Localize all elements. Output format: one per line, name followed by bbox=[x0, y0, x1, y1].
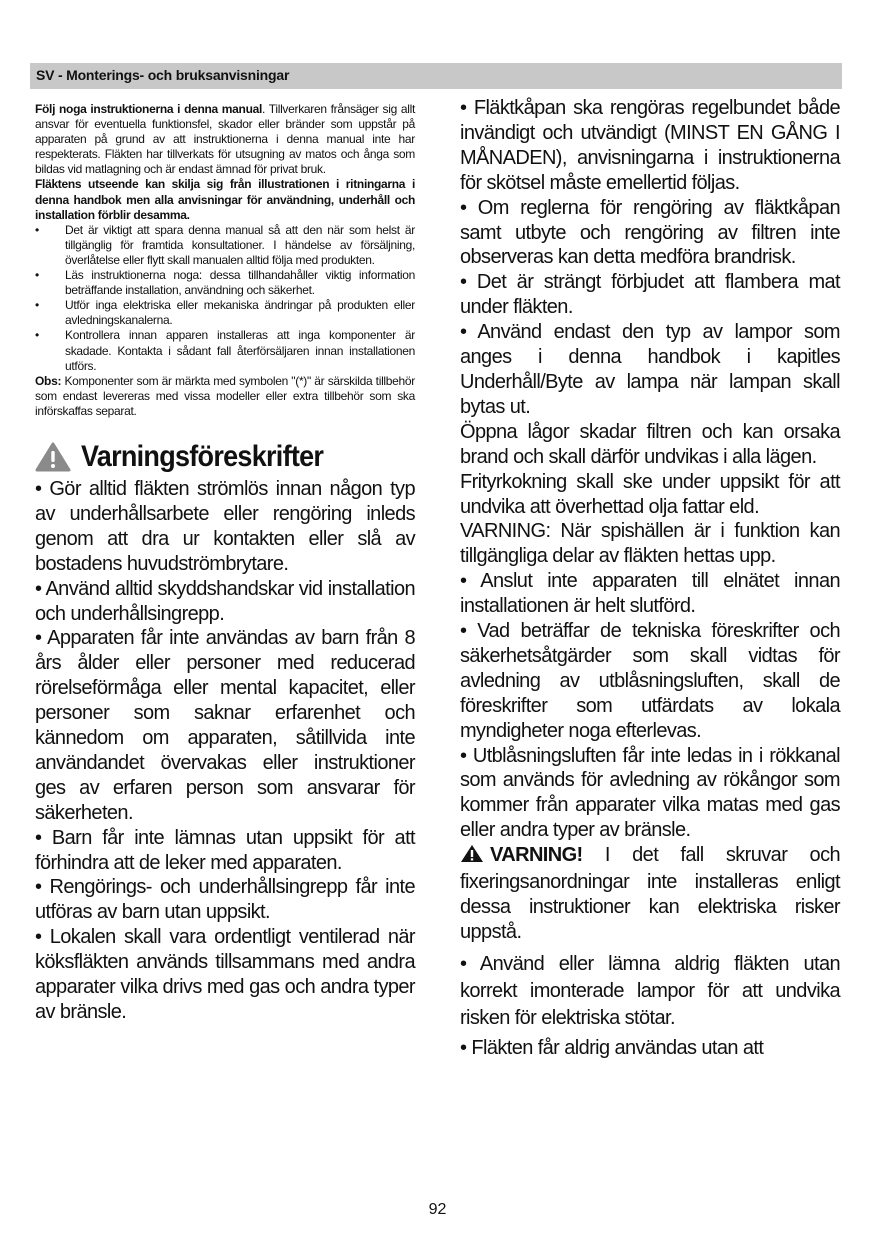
warning-paragraph: • Utblåsningsluften får inte ledas in i rökkanal som används för avledning av rökångor som kommer från apparater vilka matas med gas eller andra typer av bränsle. bbox=[460, 744, 840, 842]
warning-paragraph: • Använd eller lämna aldrig fläkten utan korrekt imonterade lampor för att undvika risken för elektriska stötar. bbox=[460, 952, 840, 1029]
warning-paragraph: • Anslut inte apparaten till elnätet innan installationen är helt slutförd. bbox=[460, 570, 840, 618]
warning-paragraph: • Om reglerna för rengöring av fläktkåpan samt utbyte och rengöring av filtren inte observeras kan detta medföra brandrisk. bbox=[460, 196, 840, 269]
bullet-icon: • bbox=[35, 298, 39, 313]
left-column bbox=[35, 102, 415, 1025]
list-item: • Läs instruktionerna noga: dessa tillhandahåller viktig information beträffande installation, användning och säkerhet. bbox=[35, 268, 415, 298]
warning-paragraph: • Använd endast den typ av lampor som anges i denna handbok i kapitles Underhåll/Byte av lampa när lampan skall bytas ut. bbox=[460, 321, 840, 418]
page-number: 92 bbox=[428, 1201, 447, 1218]
warning-paragraph: Frityrkokning skall ske under uppsikt för att undvika att överhettad olja fattar eld. bbox=[460, 470, 840, 518]
warning-paragraph: • Gör alltid fläkten strömlös innan någon typ av underhållsarbete eller rengöring inleds genom att dra ur kontakten eller slå av bostadens huvudströmbrytare. bbox=[35, 477, 415, 575]
intro-bold-paragraph: Fläktens utseende kan skilja sig från illustrationen i ritningarna i denna handbok men alla anvisningar för användning, underhåll och installation förblir desamma. bbox=[35, 177, 415, 222]
warnings-title: Varningsföreskrifter bbox=[81, 439, 324, 473]
warning-paragraph: • Fläkten får aldrig användas utan att bbox=[460, 1036, 764, 1059]
bullet-icon: • bbox=[35, 222, 39, 237]
intro-text: . Tillverkaren frånsäger sig allt ansvar för eventuella funktionsfel, skador eller bränder som uppstår på apparaten på grund av att instruktionerna i denna manual inte har respekterats. Fläkten har tillverkats för utsugning av matos och ånga som bildas vid matlagning och är endast ämnad för privat bruk. bbox=[35, 102, 415, 177]
warnings-right-text bbox=[460, 96, 840, 1061]
varning-paragraph: VARNING! I det fall skruvar och fixeringsanordningar inte installeras enligt dessa instruktioner kan elektriska risker uppstå. bbox=[460, 844, 840, 943]
warning-paragraph: • Rengörings- och underhållsingrepp får inte utföras av barn utan uppsikt. bbox=[35, 876, 415, 924]
bullet-icon: • bbox=[35, 268, 39, 283]
warning-paragraph: Öppna lågor skadar filtren och kan orsaka brand och skall därför undvikas i alla lägen. bbox=[460, 420, 840, 468]
intro-bullet-list bbox=[35, 223, 415, 374]
right-column bbox=[460, 96, 840, 1061]
list-item: • Utför inga elektriska eller mekaniska ändringar på produkten eller avledningskanalerna. bbox=[35, 298, 415, 328]
warning-paragraph: • Fläktkåpan ska rengöras regelbundet både invändigt och utvändigt (MINST EN GÅNG I MÅNADEN), anvisningarna i instruktionerna för skötsel måste emellertid följas. bbox=[460, 97, 840, 194]
section-title: SV - Monterings- och bruksanvisningar bbox=[36, 67, 290, 83]
intro-section bbox=[35, 102, 415, 419]
alert-triangle-icon bbox=[460, 844, 484, 870]
warning-icon bbox=[35, 442, 71, 472]
bullet-icon: • bbox=[35, 328, 39, 343]
obs-label: Obs: bbox=[35, 373, 62, 388]
warnings-heading bbox=[35, 437, 415, 477]
warning-paragraph: • Barn får inte lämnas utan uppsikt för att förhindra att de leker med apparaten. bbox=[35, 826, 415, 874]
obs-note: Obs: Komponenter som är märkta med symbolen "(*)" är särskilda tillbehör som endast levereras med vissa modeller eller extra tillbehör som ska införskaffas separat. bbox=[35, 373, 415, 418]
warning-paragraph: • Apparaten får inte användas av barn från 8 års ålder eller personer med reducerad rörelseförmåga eller mental kapacitet, eller personer som saknar erfarenhet och kännedom om apparaten, såtillvida inte användandet övervakas eller instruktioner ges av erfaren person som ansvarar för säkerheten. bbox=[35, 627, 415, 824]
warning-paragraph: • Det är strängt förbjudet att flambera mat under fläkten. bbox=[460, 271, 840, 319]
varning-label: VARNING! bbox=[490, 844, 583, 867]
warning-paragraph: • Vad beträffar de tekniska föreskrifter och säkerhetsåtgärder som skall vidtas för avledning av utblåsningsluften, skall de föreskrifter som utfärdats av lokala myndigheter noga efterlevas. bbox=[460, 620, 840, 742]
list-item: • Det är viktigt att spara denna manual så att den när som helst är tillgänglig för framtida konsultationer. I händelse av försäljning, överlåtelse eller flytt skall manualen alltid följa med produkten. bbox=[35, 222, 415, 267]
list-item: • Kontrollera innan apparen installeras att inga komponenter är skadade. Kontakta i sådant fall återförsäljaren innan installationen utförs. bbox=[35, 328, 415, 373]
intro-bold-lead: Följ noga instruktionerna i denna manual bbox=[35, 102, 263, 116]
warning-paragraph: VARNING: När spishällen är i funktion kan tillgängliga delar av fläkten hettas upp. bbox=[460, 520, 840, 568]
section-header bbox=[30, 63, 842, 89]
warning-paragraph: • Använd alltid skyddshandskar vid installation och underhållsingrepp. bbox=[35, 577, 415, 625]
warning-paragraph: • Lokalen skall vara ordentligt ventilerad när köksfläkten används tillsammans med andra apparater vilka drivs med gas och andra typer av bränsle. bbox=[35, 926, 415, 1023]
warnings-left-text bbox=[35, 477, 415, 1025]
intro-paragraph bbox=[35, 102, 415, 177]
